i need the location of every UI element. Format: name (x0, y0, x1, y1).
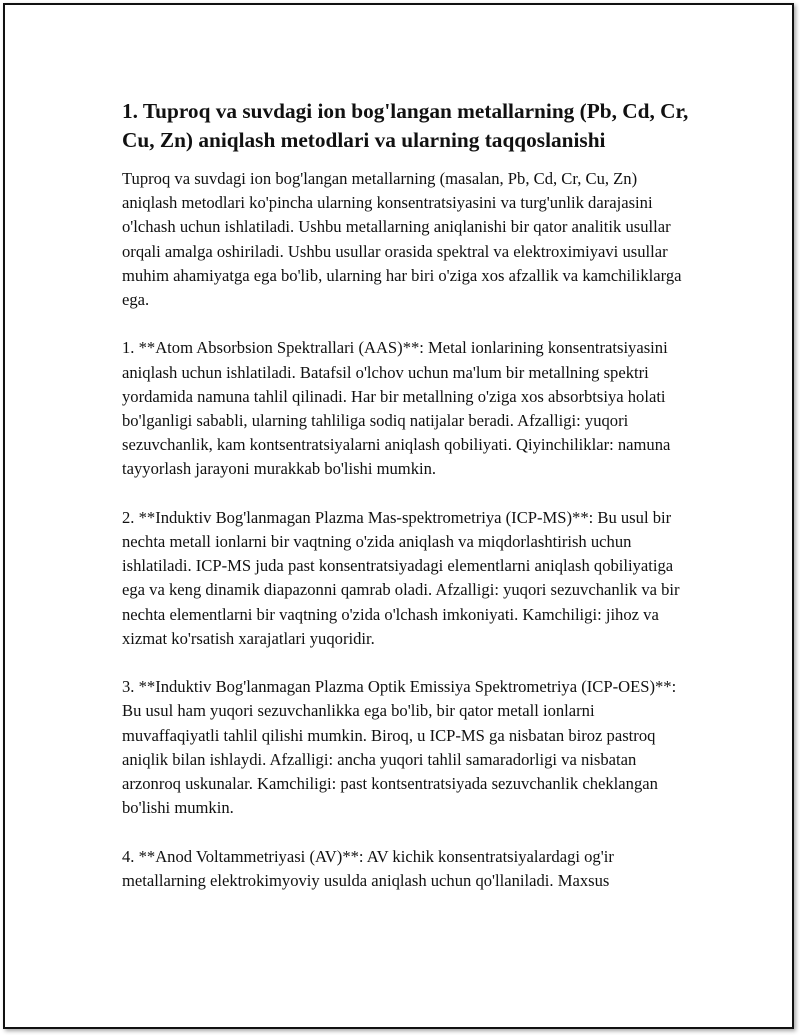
paragraph-icp-ms: 2. **Induktiv Bog'lanmagan Plazma Mas-spektrometriya (ICP-MS)**: Bu usul bir nechta metall ionlarni bir vaqtning o'zida aniqlash va miqdorlashtirish uchun ishlatiladi. ICP-MS juda past konsentratsiyadagi elementlarni aniqlash qobiliyatiga ega va keng dinamik diapazonni qamrab oladi. Afzalligi: yuqori sezuvchanlik va bir nechta elementlarni bir vaqtning o'zida o'lchash imkoniyati. Kamchiligi: jihoz va xizmat ko'rsatish xarajatlari yuqoridir. (122, 507, 680, 648)
document-title: 1. Tuproq va suvdagi ion bog'langan metallarning (Pb, Cd, Cr, Cu, Zn) aniqlash metodlari va ularning taqqoslanishi (122, 99, 689, 152)
document-body (122, 97, 692, 917)
paragraph-icp-oes: 3. **Induktiv Bog'lanmagan Plazma Optik Emissiya Spektrometriya (ICP-OES)**: Bu usul ham yuqori sezuvchanlikka ega bo'lib, bir qator metall ionlarni muvaffaqiyatli tahlil qilishi mumkin. Biroq, u ICP-MS ga nisbatan biroz pastroq aniqlik bilan ishlaydi. Afzalligi: ancha yuqori tahlil samaradorligi va nisbatan arzonroq uskunalar. Kamchiligi: past kontsentratsiyada sezuvchanlik cheklangan bo'lishi mumkin. (122, 677, 677, 818)
paragraph-av: 4. **Anod Voltammetriyasi (AV)**: AV kichik konsentratsiyalardagi og'ir metallarning elektrokimyoviy usulda aniqlash uchun qo'llaniladi. Maxsus (122, 846, 614, 890)
page-frame (3, 3, 794, 1029)
paragraph-aas: 1. **Atom Absorbsion Spektrallari (AAS)**: Metal ionlarining konsentratsiyasini aniqlash uchun ishlatiladi. Batafsil o'lchov uchun ma'lum bir metallning spektri yordamida namuna tahlil qilinadi. Har bir metallning o'ziga xos absorbtsiya holati bo'lganligi sababli, ularning tahliliga sodiq natijalar beradi. Afzalligi: yuqori sezuvchanlik, kam kontsentratsiyalarni aniqlash qobiliyati. Qiyinchiliklar: namuna tayyorlash jarayoni murakkab bo'lishi mumkin. (122, 338, 671, 479)
intro-paragraph: Tuproq va suvdagi ion bog'langan metallarning (masalan, Pb, Cd, Cr, Cu, Zn) aniqlash metodlari ko'pincha ularning konsentratsiyasini va turg'unlik darajasini o'lchash uchun ishlatiladi. Ushbu metallarning aniqlanishi bir qator analitik usullar orqali amalga oshiriladi. Ushbu usullar orasida spektral va elektroximiyavi usullar muhim ahamiyatga ega bo'lib, ularning har biri o'ziga xos afzallik va kamchiliklarga ega. (122, 169, 682, 310)
